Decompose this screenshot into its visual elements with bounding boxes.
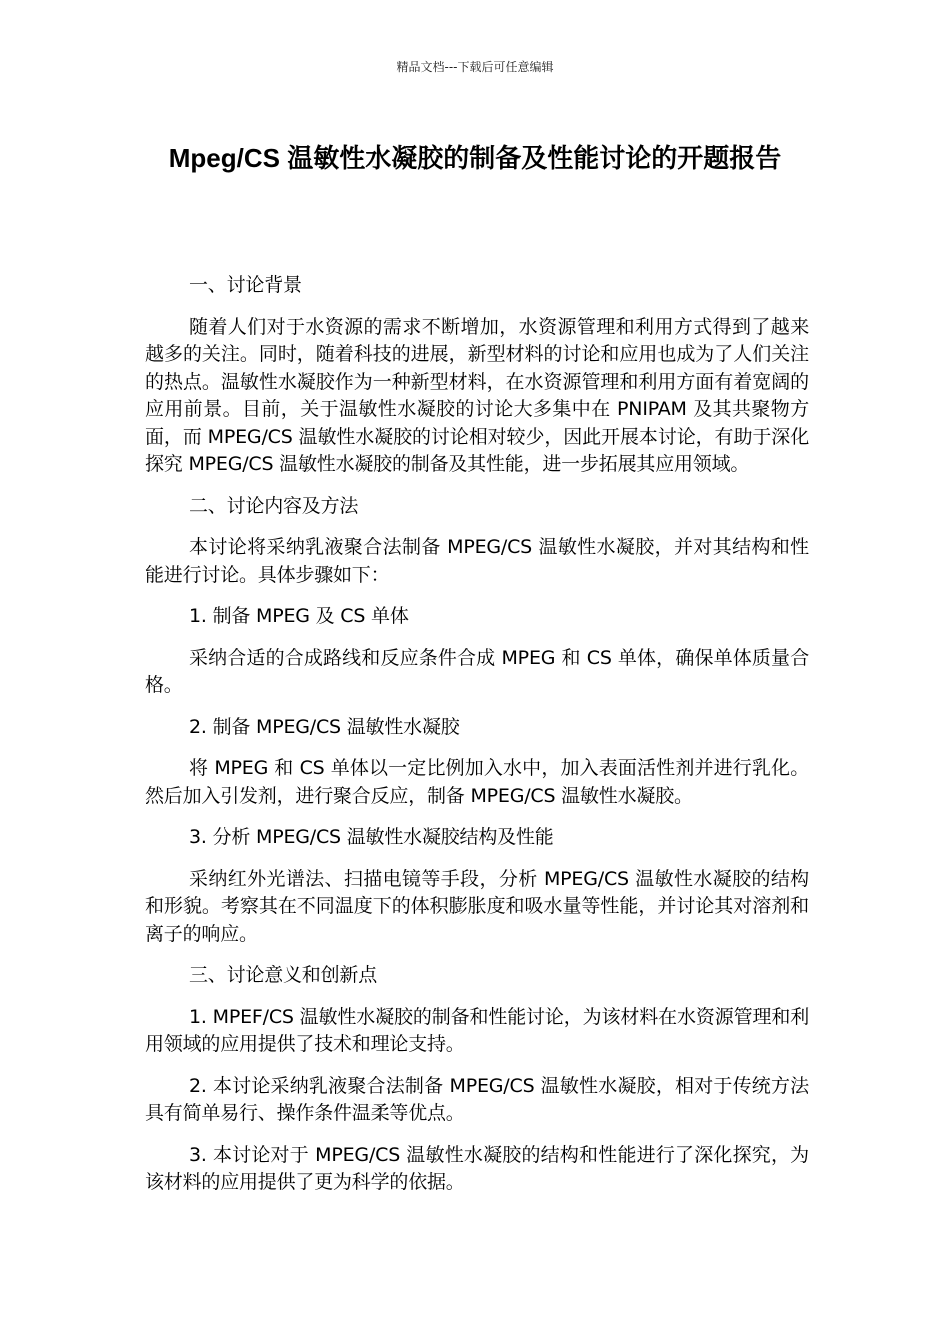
step-heading-1: 1. 制备 MPEG 及 CS 单体: [189, 605, 409, 627]
section-heading-background: 一、讨论背景: [189, 274, 302, 296]
significance-point-3: 3. 本讨论对于 MPEG/CS 温敏性水凝胶的结构和性能进行了深化探究，为该材料的应用提供了更为科学的依据。: [145, 1143, 809, 1193]
content-method-intro: 本讨论将采纳乳液聚合法制备 MPEG/CS 温敏性水凝胶，并对其结构和性能进行讨论。具体步骤如下：: [145, 536, 809, 586]
document-title: Mpeg/CS 温敏性水凝胶的制备及性能讨论的开题报告: [168, 143, 782, 173]
section-heading-significance: 三、讨论意义和创新点: [189, 964, 378, 986]
header-note: 精品文档---下载后可任意编辑: [396, 60, 554, 74]
section-heading-content-method: 二、讨论内容及方法: [189, 494, 359, 517]
document-body: [145, 272, 809, 1211]
step-heading-3: 3. 分析 MPEG/CS 温敏性水凝胶结构及性能: [189, 826, 554, 848]
significance-point-2: 2. 本讨论采纳乳液聚合法制备 MPEG/CS 温敏性水凝胶，相对于传统方法具有简单易行、操作条件温柔等优点。: [145, 1074, 809, 1124]
background-paragraph: 随着人们对于水资源的需求不断增加，水资源管理和利用方式得到了越来越多的关注。同时，随着科技的进展，新型材料的讨论和应用也成为了人们关注的热点。温敏性水凝胶作为一种新型材料，在水资源管理和利用方面有着宽阔的应用前景。目前，关于温敏性水凝胶的讨论大多集中在 PNIPAM 及其共聚物方面，而 MPEG/CS 温敏性水凝胶的讨论相对较少，因此开展本讨论，有助于深化探究 MPEG/CS 温敏性水凝胶的制备及其性能，进一步拓展其应用领域。: [145, 315, 809, 475]
step-text-2: 将 MPEG 和 CS 单体以一定比例加入水中，加入表面活性剂并进行乳化。然后加入引发剂，进行聚合反应，制备 MPEG/CS 温敏性水凝胶。: [145, 757, 809, 807]
significance-point-1: 1. MPEF/CS 温敏性水凝胶的制备和性能讨论，为该材料在水资源管理和利用领域的应用提供了技术和理论支持。: [145, 1005, 809, 1055]
step-text-1: 采纳合适的合成路线和反应条件合成 MPEG 和 CS 单体，确保单体质量合格。: [145, 646, 809, 696]
step-heading-2: 2. 制备 MPEG/CS 温敏性水凝胶: [189, 715, 460, 738]
step-text-3: 采纳红外光谱法、扫描电镜等手段，分析 MPEG/CS 温敏性水凝胶的结构和形貌。考察其在不同温度下的体积膨胀度和吸水量等性能，并讨论其对溶剂和离子的响应。: [145, 867, 809, 945]
